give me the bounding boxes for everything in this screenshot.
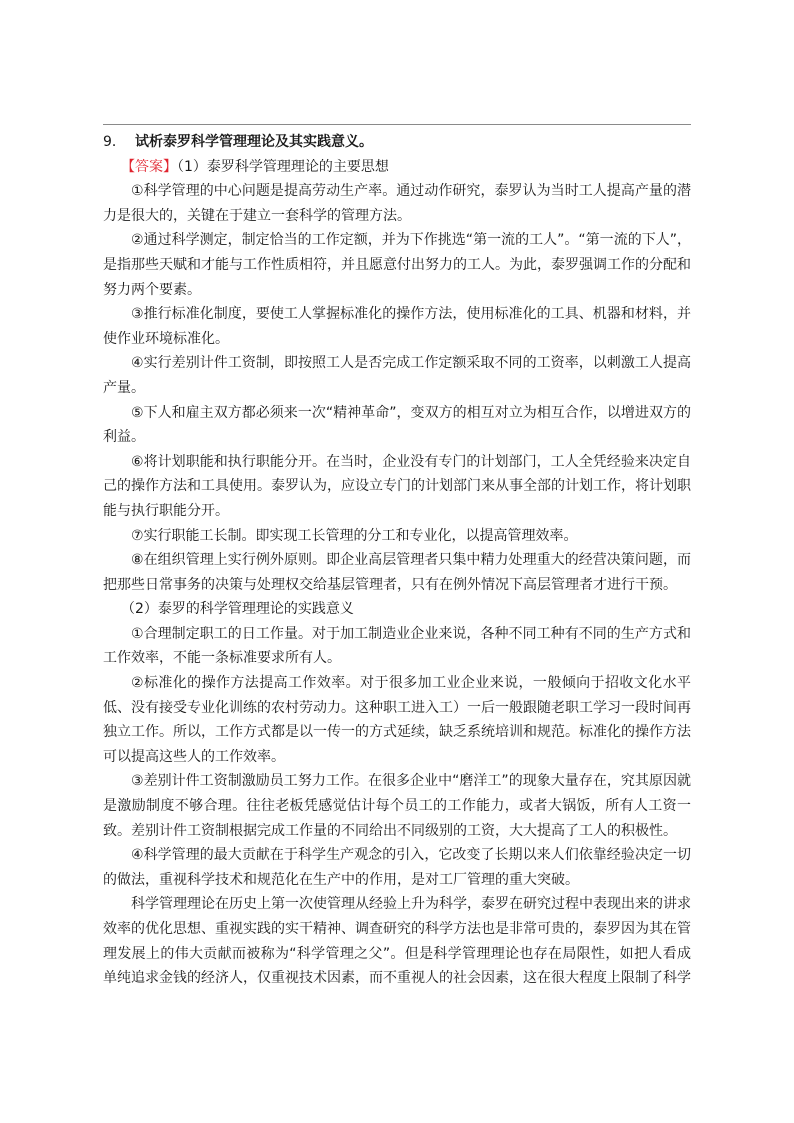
point-1-6: ⑥将计划职能和执行职能分开。在当时，企业没有专门的计划部门，工人全凭经验来决定自己的操作方法和工具使用。泰罗认为，应设立专门的计划部门来从事全部的计划工作，将计划职能与执行职能分开。 [103, 453, 691, 519]
point-1-2: ②通过科学测定，制定恰当的工作定额，并为下作挑选“第一流的工人”。“第一流的下人”，是指那些天赋和才能与工作性质相符，并且愿意付出努力的工人。为此，泰罗强调工作的分配和努力两个要素。 [103, 232, 691, 298]
document-body [103, 130, 691, 991]
question-text: 试析泰罗科学管理理论及其实践意义。 [135, 134, 373, 150]
conclusion-paragraph: 科学管理理论在历史上第一次使管理从经验上升为科学，泰罗在研究过程中表现出来的讲求效率的优化思想、重视实践的实干精神、调查研究的科学方法也是非常可贵的，泰罗因为其在管理发展上的伟大贡献而被称为“科学管理之父”。但是科学管理理论也存在局限性，如把人看成单纯追求金钱的经济人，仅重视技术因素，而不重视人的社会因素，这在很大程度上限制了科学 [103, 896, 691, 987]
point-1-7: ⑦实行职能工长制。即实现工长管理的分工和专业化，以提高管理效率。 [131, 527, 578, 544]
answer-heading-2: （2）泰罗的科学管理理论的实践意义 [121, 601, 354, 618]
point-2-4: ④科学管理的最大贡献在于科学生产观念的引入，它改变了长期以来人们依靠经验决定一切的做法，重视科学技术和规范化在生产中的作用，是对工厂管理的重大突破。 [103, 847, 691, 888]
point-2-3: ③差别计件工资制激励员工努力工作。在很多企业中“磨洋工”的现象大量存在，究其原因就是激励制度不够合理。往往老板凭感觉估计每个员工的工作能力，或者大锅饭，所有人工资一致。差别计件工资制根据完成工作量的不同给出不同级别的工资，大大提高了工人的积极性。 [103, 773, 691, 839]
point-2-1: ①合理制定职工的日工作量。对于加工制造业企业来说，各种不同工种有不同的生产方式和工作效率，不能一条标准要求所有人。 [103, 625, 691, 667]
header-rule [103, 124, 691, 125]
point-1-1: ①科学管理的中心问题是提高劳动生产率。通过动作研究，泰罗认为当时工人提高产量的潜力是很大的，关键在于建立一套科学的管理方法。 [103, 183, 691, 224]
answer-tag: 【答案】 [121, 158, 177, 175]
point-1-4: ④实行差别计件工资制，即按照工人是否完成工作定额采取不同的工资率，以刺激工人提高产量。 [103, 355, 691, 396]
point-1-5: ⑤下人和雇主双方都必须来一次“精神革命”，变双方的相互对立为相互合作，以增进双方的利益。 [103, 404, 691, 446]
question-title [103, 130, 691, 155]
point-1-3: ③推行标准化制度，要使工人掌握标准化的操作方法，使用标准化的工具、机器和材料，并使作业环境标准化。 [103, 306, 691, 347]
question-number: 9． [103, 134, 126, 150]
answer-heading-1 [103, 155, 691, 180]
point-1-8: ⑧在组织管理上实行例外原则。即企业高层管理者只集中精力处理重大的经营决策问题，而把那些日常事务的决策与处理权交给基层管理者，只有在例外情况下高层管理者才进行干预。 [103, 552, 691, 593]
point-2-2: ②标准化的操作方法提高工作效率。对于很多加工业企业来说，一般倾向于招收文化水平低、没有接受专业化训练的农村劳动力。这种职工进入工）一后一般跟随老职工学习一段时间再独立工作。所以，工作方式都是以一传一的方式延续，缺乏系统培训和规范。标准化的操作方法可以提高这些人的工作效率。 [103, 675, 691, 765]
heading-1-text: （1）泰罗科学管理理论的主要思想 [177, 158, 389, 175]
